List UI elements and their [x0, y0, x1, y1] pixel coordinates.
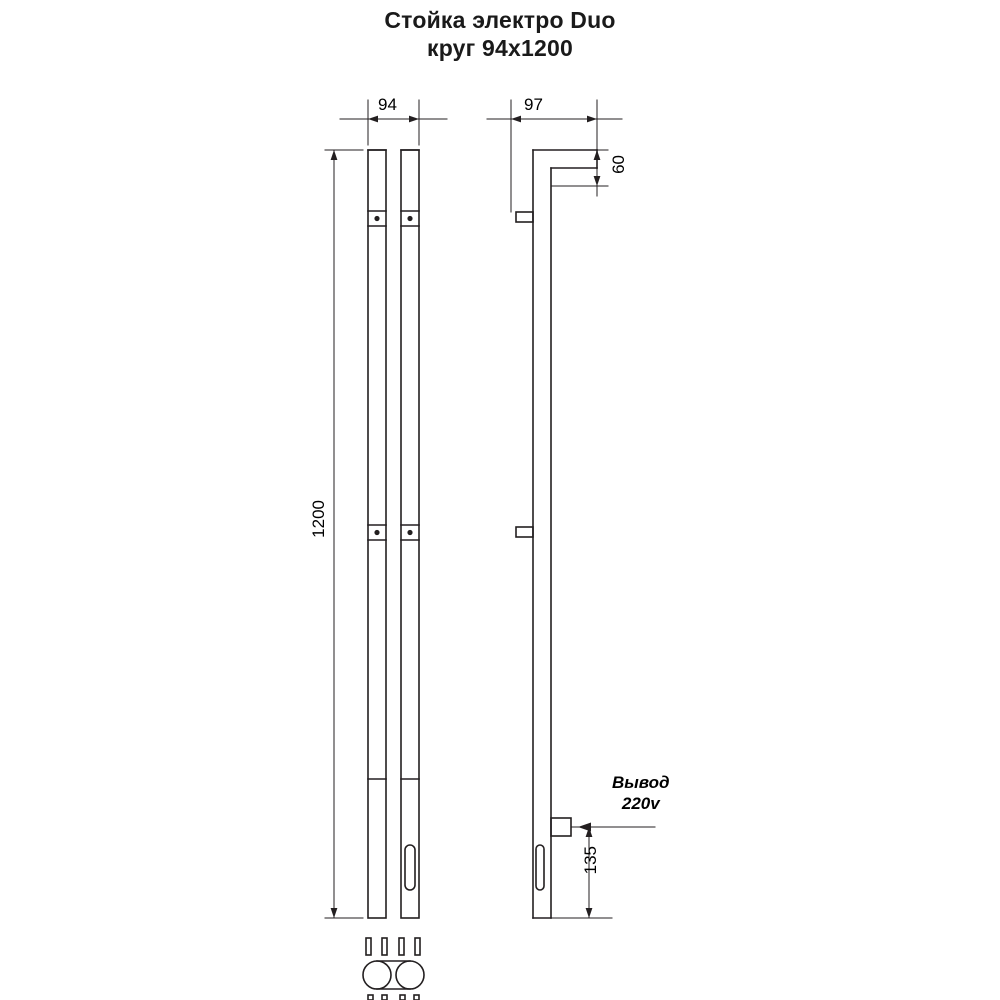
dimension-label-bracket-offset: 60 [609, 155, 628, 174]
power-outlet-callout [612, 772, 670, 814]
dimension-side-width [487, 100, 622, 212]
dimension-label-front-width: 94 [378, 95, 397, 114]
front-view [368, 150, 419, 918]
dimension-label-outlet-height: 135 [581, 846, 600, 875]
power-outlet-callout-line-2: 220v [621, 794, 660, 813]
dimension-label-side-width: 97 [524, 95, 543, 114]
dimension-total-height [325, 150, 363, 918]
side-view [516, 150, 597, 918]
title-line-1: Стойка электро Duo [384, 7, 616, 33]
power-outlet-callout-line-1: Вывод [612, 773, 670, 792]
top-view [363, 938, 424, 1000]
power-outlet-leader [578, 823, 655, 832]
dimension-label-total-height: 1200 [309, 500, 328, 538]
title-line-2: круг 94х1200 [427, 35, 573, 61]
